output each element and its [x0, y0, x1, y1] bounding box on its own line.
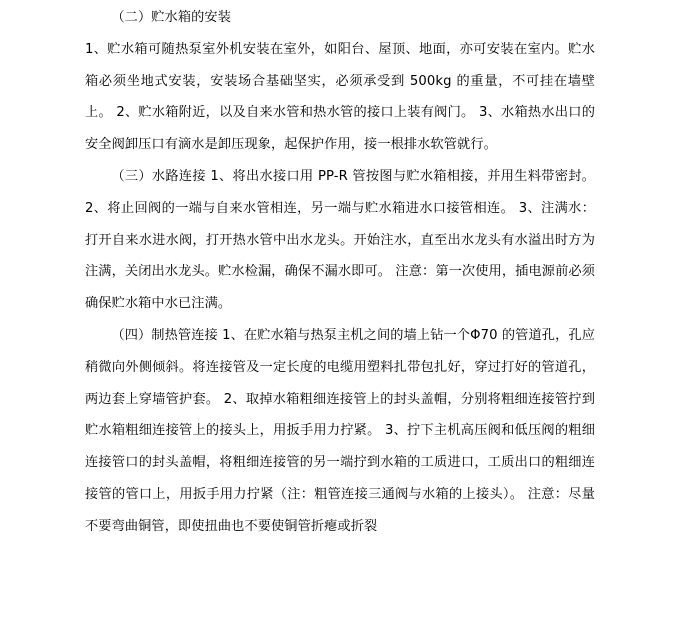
- section-body-three: （三）水路连接 1、将出水接口用 PP-R 管按图与贮水箱相接，并用生料带密封。 2、将止回阀的一端与自来水管相连，另一端与贮水箱进水口接管相连。 3、注满水：打开自来水进水阀，打开热水管中出水龙头。开始注水，直至出水龙头有水溢出时方为注满，关闭出水龙头。贮水检漏，确保不漏水即可。 注意：第一次使用，插电源前必须确保贮水箱中水已注满。: [85, 168, 595, 312]
- section-body-two: 1、贮水箱可随热泵室外机安装在室外，如阳台、屋顶、地面，亦可安装在室内。贮水箱必须坐地式安装，安装场合基础坚实，必须承受到 500kg 的重量，不可挂在墙壁上。 2、贮水箱附近，以及自来水管和热水管的接口上装有阀门。 3、水箱热水出口的安全阀卸压口有滴水是卸压现象，起保护作用，接一根排水软管就行。: [85, 41, 595, 153]
- section-heading-two: （二）贮水箱的安装: [111, 10, 231, 25]
- document-text-body: [85, 0, 595, 543]
- section-body-four: （四）制热管连接 1、在贮水箱与热泵主机之间的墙上钻一个Φ70 的管道孔，孔应稍微向外侧倾斜。将连接管及一定长度的电缆用塑料扎带包扎好，穿过打好的管道孔，两边套上穿墙管护套。 2、取掉水箱粗细连接管上的封头盖帽，分别将粗细连接管拧到贮水箱粗细连接管上的接头上，用扳手用力拧紧。 3、拧下主机高压阀和低压阀的粗细连接管口的封头盖帽，将粗细连接管的另一端拧到水箱的工质进口，工质出口的粗细连接管的管口上，用扳手用力拧紧（注：粗管连接三通阀与水箱的上接头）。 注意：尽量不要弯曲铜管，即使扭曲也不要使铜管折瘪或折裂: [85, 327, 595, 534]
